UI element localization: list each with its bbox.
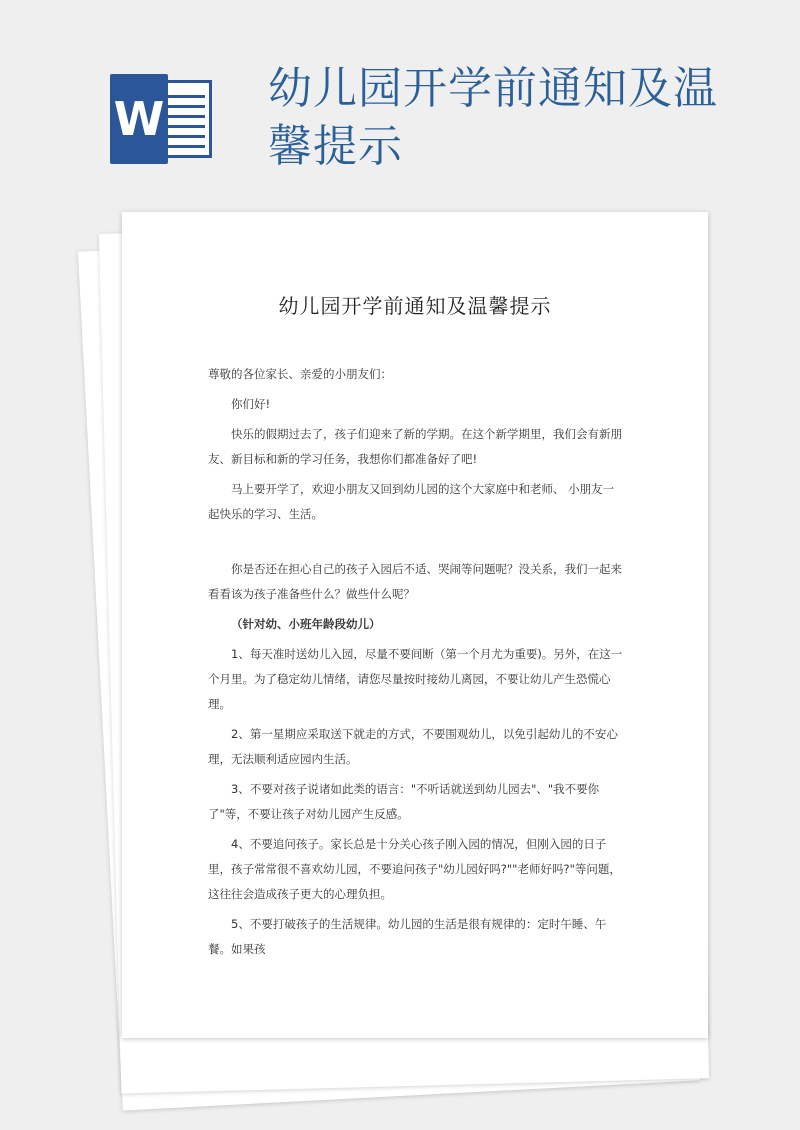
section-heading: （针对幼、小班年龄段幼儿）: [231, 617, 381, 631]
word-document-icon: [110, 74, 214, 164]
greeting: 尊敬的各位家长、亲爱的小朋友们：: [208, 367, 392, 381]
paragraph: 快乐的假期过去了，孩子们迎来了新的学期。在这个新学期里，我们会有新朋友、新目标和新的学习任务，我想你们都准备好了吧!: [208, 427, 622, 466]
banner: [0, 0, 800, 200]
document-body: [208, 362, 624, 962]
list-item: 4、不要追问孩子。家长总是十分关心孩子刚入园的情况，但刚入园的日子里，孩子常常很不喜欢幼儿园，不要追问孩子"幼儿园好吗?""老师好吗?"等问题，这往往会造成孩子更大的心理负担。: [208, 837, 621, 901]
paragraph: 你们好!: [231, 397, 271, 411]
document-page: [122, 212, 708, 1038]
paragraph: 马上要开学了，欢迎小朋友又回到幼儿园的这个大家庭中和老师、 小朋友一起快乐的学习、生活。: [208, 482, 615, 521]
list-item: 5、不要打破孩子的生活规律。幼儿园的生活是很有规律的：定时午睡、午餐。如果孩: [208, 917, 607, 956]
banner-title: 幼儿园开学前通知及温馨提示: [268, 63, 718, 172]
paragraph: 你是否还在担心自己的孩子入园后不适、哭闹等问题呢？没关系，我们一起来看看该为孩子准备些什么？做些什么呢？: [208, 562, 622, 601]
list-item: 3、不要对孩子说诸如此类的语言："不听话就送到幼儿园去"、"我不要你了"等，不要让孩子对幼儿园产生反感。: [208, 782, 600, 821]
list-item: 2、第一星期应采取送下就走的方式，不要围观幼儿，以免引起幼儿的不安心理，无法顺利适应园内生活。: [208, 727, 618, 766]
list-item: 1、每天准时送幼儿入园，尽量不要间断（第一个月尤为重要)。另外，在这一个月里。为了稳定幼儿情绪，请您尽量按时接幼儿离园，不要让幼儿产生恐慌心理。: [208, 647, 623, 711]
word-w-badge: W: [110, 74, 168, 164]
document-title: 幼儿园开学前通知及温馨提示: [278, 294, 552, 318]
